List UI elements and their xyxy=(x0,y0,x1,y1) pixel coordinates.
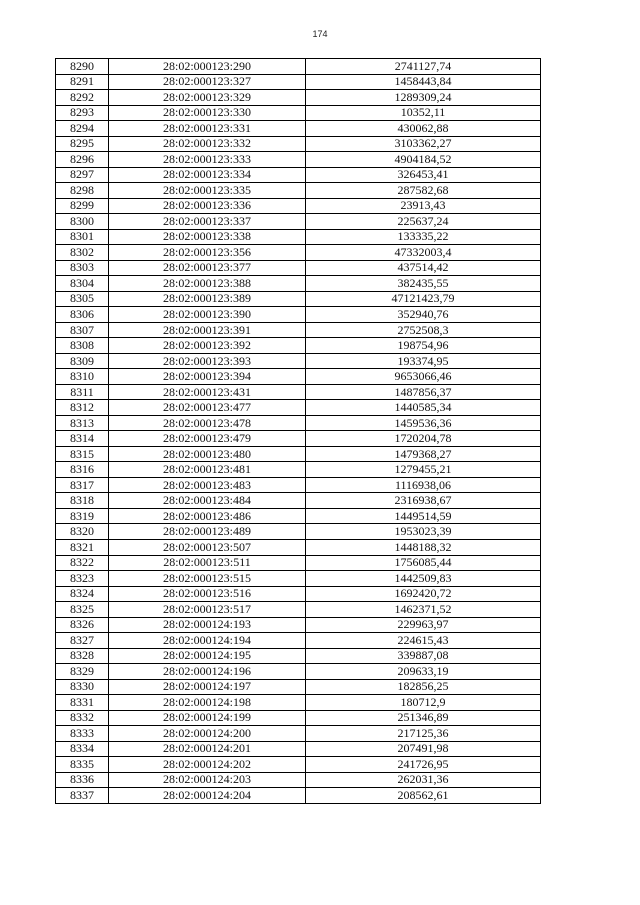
cadastral-number-cell: 28:02:000123:394 xyxy=(109,369,306,385)
row-number-cell: 8296 xyxy=(56,152,109,168)
row-number-cell: 8311 xyxy=(56,384,109,400)
value-cell: 209633,19 xyxy=(306,664,541,680)
cadastral-number-cell: 28:02:000123:483 xyxy=(109,477,306,493)
row-number-cell: 8335 xyxy=(56,757,109,773)
cadastral-number-cell: 28:02:000123:489 xyxy=(109,524,306,540)
table-row xyxy=(56,695,541,711)
row-number-cell: 8308 xyxy=(56,338,109,354)
value-cell: 1440585,34 xyxy=(306,400,541,416)
cadastral-number-cell: 28:02:000124:194 xyxy=(109,633,306,649)
value-cell: 1449514,59 xyxy=(306,508,541,524)
value-cell: 1756085,44 xyxy=(306,555,541,571)
value-cell: 47332003,4 xyxy=(306,245,541,261)
row-number-cell: 8331 xyxy=(56,695,109,711)
row-number-cell: 8325 xyxy=(56,602,109,618)
value-cell: 208562,61 xyxy=(306,788,541,804)
table-row xyxy=(56,369,541,385)
cadastral-number-cell: 28:02:000123:391 xyxy=(109,322,306,338)
value-cell: 437514,42 xyxy=(306,260,541,276)
table-row xyxy=(56,322,541,338)
table-row xyxy=(56,524,541,540)
table-row xyxy=(56,431,541,447)
row-number-cell: 8322 xyxy=(56,555,109,571)
cadastral-number-cell: 28:02:000123:388 xyxy=(109,276,306,292)
row-number-cell: 8313 xyxy=(56,415,109,431)
table-row xyxy=(56,307,541,323)
row-number-cell: 8297 xyxy=(56,167,109,183)
table-row xyxy=(56,152,541,168)
value-cell: 241726,95 xyxy=(306,757,541,773)
row-number-cell: 8333 xyxy=(56,726,109,742)
value-cell: 133335,22 xyxy=(306,229,541,245)
row-number-cell: 8295 xyxy=(56,136,109,152)
table-row xyxy=(56,710,541,726)
table-row xyxy=(56,648,541,664)
table-row xyxy=(56,493,541,509)
table-row xyxy=(56,59,541,75)
value-cell: 1720204,78 xyxy=(306,431,541,447)
value-cell: 2741127,74 xyxy=(306,59,541,75)
value-cell: 1448188,32 xyxy=(306,539,541,555)
row-number-cell: 8320 xyxy=(56,524,109,540)
value-cell: 198754,96 xyxy=(306,338,541,354)
cadastral-number-cell: 28:02:000123:389 xyxy=(109,291,306,307)
cadastral-number-cell: 28:02:000123:393 xyxy=(109,353,306,369)
row-number-cell: 8290 xyxy=(56,59,109,75)
row-number-cell: 8317 xyxy=(56,477,109,493)
value-cell: 262031,36 xyxy=(306,772,541,788)
table-row xyxy=(56,772,541,788)
cadastral-number-cell: 28:02:000123:333 xyxy=(109,152,306,168)
cadastral-number-cell: 28:02:000123:477 xyxy=(109,400,306,416)
row-number-cell: 8337 xyxy=(56,788,109,804)
value-cell: 1692420,72 xyxy=(306,586,541,602)
cadastral-number-cell: 28:02:000123:431 xyxy=(109,384,306,400)
cadastral-number-cell: 28:02:000123:480 xyxy=(109,446,306,462)
cadastral-number-cell: 28:02:000123:390 xyxy=(109,307,306,323)
row-number-cell: 8323 xyxy=(56,571,109,587)
table-row xyxy=(56,90,541,106)
row-number-cell: 8300 xyxy=(56,214,109,230)
value-cell: 1953023,39 xyxy=(306,524,541,540)
table-row xyxy=(56,555,541,571)
value-cell: 10352,11 xyxy=(306,105,541,121)
value-cell: 382435,55 xyxy=(306,276,541,292)
cadastral-number-cell: 28:02:000123:478 xyxy=(109,415,306,431)
table-row xyxy=(56,788,541,804)
table-row xyxy=(56,477,541,493)
value-cell: 47121423,79 xyxy=(306,291,541,307)
table-row xyxy=(56,183,541,199)
row-number-cell: 8298 xyxy=(56,183,109,199)
cadastral-number-cell: 28:02:000124:197 xyxy=(109,679,306,695)
value-cell: 339887,08 xyxy=(306,648,541,664)
value-cell: 1458443,84 xyxy=(306,74,541,90)
cadastral-number-cell: 28:02:000124:203 xyxy=(109,772,306,788)
cadastral-number-cell: 28:02:000124:204 xyxy=(109,788,306,804)
row-number-cell: 8305 xyxy=(56,291,109,307)
value-cell: 193374,95 xyxy=(306,353,541,369)
table-row xyxy=(56,664,541,680)
table-row xyxy=(56,121,541,137)
table-row xyxy=(56,276,541,292)
cadastral-number-cell: 28:02:000123:377 xyxy=(109,260,306,276)
row-number-cell: 8328 xyxy=(56,648,109,664)
row-number-cell: 8330 xyxy=(56,679,109,695)
row-number-cell: 8321 xyxy=(56,539,109,555)
table-row xyxy=(56,384,541,400)
row-number-cell: 8291 xyxy=(56,74,109,90)
value-cell: 23913,43 xyxy=(306,198,541,214)
row-number-cell: 8302 xyxy=(56,245,109,261)
row-number-cell: 8332 xyxy=(56,710,109,726)
row-number-cell: 8292 xyxy=(56,90,109,106)
cadastral-number-cell: 28:02:000123:507 xyxy=(109,539,306,555)
cadastral-number-cell: 28:02:000124:200 xyxy=(109,726,306,742)
table-row xyxy=(56,136,541,152)
table-row xyxy=(56,338,541,354)
cadastral-number-cell: 28:02:000123:336 xyxy=(109,198,306,214)
table-row xyxy=(56,679,541,695)
table-row xyxy=(56,400,541,416)
table-row xyxy=(56,198,541,214)
value-cell: 2752508,3 xyxy=(306,322,541,338)
cadastral-number-cell: 28:02:000123:332 xyxy=(109,136,306,152)
table-row xyxy=(56,602,541,618)
value-cell: 224615,43 xyxy=(306,633,541,649)
cadastral-number-cell: 28:02:000123:356 xyxy=(109,245,306,261)
value-cell: 207491,98 xyxy=(306,741,541,757)
row-number-cell: 8299 xyxy=(56,198,109,214)
value-cell: 3103362,27 xyxy=(306,136,541,152)
cadastral-number-cell: 28:02:000123:338 xyxy=(109,229,306,245)
table-row xyxy=(56,741,541,757)
table-row xyxy=(56,617,541,633)
row-number-cell: 8327 xyxy=(56,633,109,649)
row-number-cell: 8310 xyxy=(56,369,109,385)
row-number-cell: 8309 xyxy=(56,353,109,369)
page-number: 174 xyxy=(312,29,328,39)
row-number-cell: 8312 xyxy=(56,400,109,416)
row-number-cell: 8307 xyxy=(56,322,109,338)
row-number-cell: 8303 xyxy=(56,260,109,276)
row-number-cell: 8336 xyxy=(56,772,109,788)
value-cell: 229963,97 xyxy=(306,617,541,633)
row-number-cell: 8294 xyxy=(56,121,109,137)
table-row xyxy=(56,446,541,462)
value-cell: 430062,88 xyxy=(306,121,541,137)
cadastral-number-cell: 28:02:000124:193 xyxy=(109,617,306,633)
value-cell: 251346,89 xyxy=(306,710,541,726)
cadastral-number-cell: 28:02:000124:198 xyxy=(109,695,306,711)
table-row xyxy=(56,571,541,587)
value-cell: 4904184,52 xyxy=(306,152,541,168)
cadastral-number-cell: 28:02:000123:517 xyxy=(109,602,306,618)
table-row xyxy=(56,726,541,742)
row-number-cell: 8326 xyxy=(56,617,109,633)
table-row xyxy=(56,462,541,478)
table-row xyxy=(56,260,541,276)
value-cell: 1442509,83 xyxy=(306,571,541,587)
row-number-cell: 8293 xyxy=(56,105,109,121)
row-number-cell: 8319 xyxy=(56,508,109,524)
value-cell: 9653066,46 xyxy=(306,369,541,385)
cadastral-number-cell: 28:02:000123:329 xyxy=(109,90,306,106)
cadastral-number-cell: 28:02:000124:201 xyxy=(109,741,306,757)
value-cell: 1462371,52 xyxy=(306,602,541,618)
cadastral-number-cell: 28:02:000124:196 xyxy=(109,664,306,680)
value-cell: 1289309,24 xyxy=(306,90,541,106)
value-cell: 326453,41 xyxy=(306,167,541,183)
cadastral-number-cell: 28:02:000123:516 xyxy=(109,586,306,602)
row-number-cell: 8318 xyxy=(56,493,109,509)
table-row xyxy=(56,105,541,121)
cadastral-number-cell: 28:02:000123:335 xyxy=(109,183,306,199)
row-number-cell: 8329 xyxy=(56,664,109,680)
value-cell: 352940,76 xyxy=(306,307,541,323)
row-number-cell: 8314 xyxy=(56,431,109,447)
table-row xyxy=(56,74,541,90)
row-number-cell: 8334 xyxy=(56,741,109,757)
cadastral-number-cell: 28:02:000123:327 xyxy=(109,74,306,90)
value-cell: 182856,25 xyxy=(306,679,541,695)
value-cell: 1459536,36 xyxy=(306,415,541,431)
table-row xyxy=(56,167,541,183)
row-number-cell: 8306 xyxy=(56,307,109,323)
table-row xyxy=(56,633,541,649)
cadastral-number-cell: 28:02:000123:331 xyxy=(109,121,306,137)
table-row xyxy=(56,353,541,369)
row-number-cell: 8324 xyxy=(56,586,109,602)
cadastral-number-cell: 28:02:000123:484 xyxy=(109,493,306,509)
cadastral-number-cell: 28:02:000123:479 xyxy=(109,431,306,447)
table-row xyxy=(56,214,541,230)
cadastral-number-cell: 28:02:000124:202 xyxy=(109,757,306,773)
table-row xyxy=(56,539,541,555)
cadastral-number-cell: 28:02:000123:290 xyxy=(109,59,306,75)
row-number-cell: 8316 xyxy=(56,462,109,478)
table-row xyxy=(56,586,541,602)
value-cell: 1479368,27 xyxy=(306,446,541,462)
value-cell: 1487856,37 xyxy=(306,384,541,400)
row-number-cell: 8301 xyxy=(56,229,109,245)
cadastral-number-cell: 28:02:000123:337 xyxy=(109,214,306,230)
cadastral-number-cell: 28:02:000123:511 xyxy=(109,555,306,571)
table-body xyxy=(56,59,541,804)
value-cell: 1116938,06 xyxy=(306,477,541,493)
value-cell: 225637,24 xyxy=(306,214,541,230)
cadastral-number-cell: 28:02:000123:392 xyxy=(109,338,306,354)
value-cell: 217125,36 xyxy=(306,726,541,742)
table-row xyxy=(56,229,541,245)
row-number-cell: 8315 xyxy=(56,446,109,462)
cadastral-number-cell: 28:02:000123:515 xyxy=(109,571,306,587)
cadastral-number-cell: 28:02:000124:199 xyxy=(109,710,306,726)
cadastral-number-cell: 28:02:000123:334 xyxy=(109,167,306,183)
cadastral-number-cell: 28:02:000124:195 xyxy=(109,648,306,664)
value-cell: 1279455,21 xyxy=(306,462,541,478)
value-cell: 180712,9 xyxy=(306,695,541,711)
table-row xyxy=(56,415,541,431)
value-cell: 287582,68 xyxy=(306,183,541,199)
table-row xyxy=(56,245,541,261)
row-number-cell: 8304 xyxy=(56,276,109,292)
cadastral-number-cell: 28:02:000123:486 xyxy=(109,508,306,524)
table-row xyxy=(56,508,541,524)
cadastral-number-cell: 28:02:000123:481 xyxy=(109,462,306,478)
value-cell: 2316938,67 xyxy=(306,493,541,509)
table-row xyxy=(56,757,541,773)
table-row xyxy=(56,291,541,307)
cadastral-number-cell: 28:02:000123:330 xyxy=(109,105,306,121)
data-table xyxy=(55,58,541,804)
